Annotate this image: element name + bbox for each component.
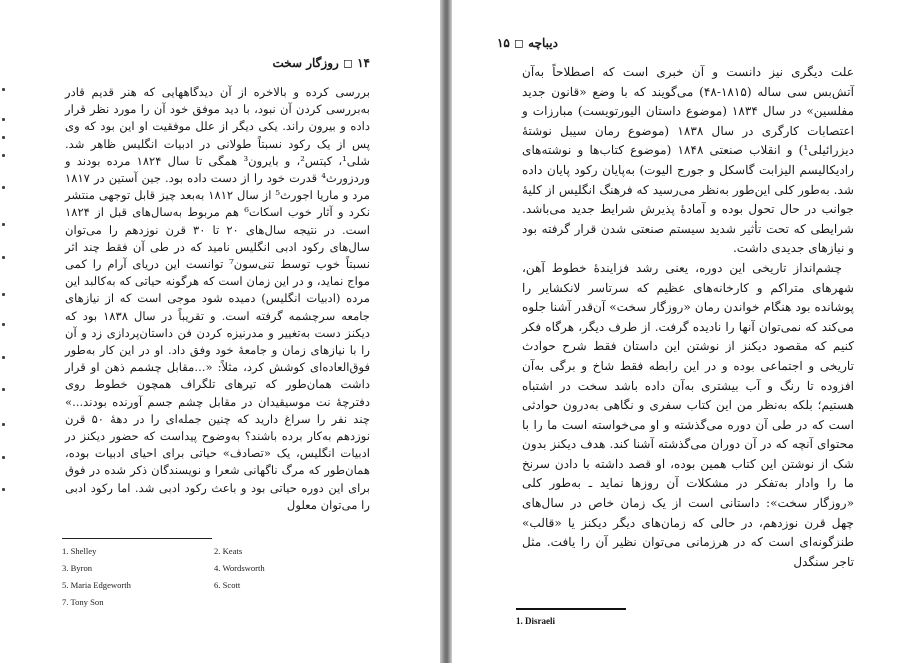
left-page-header: ۱۴ ◻ روزگار سخت — [272, 56, 370, 70]
footnote-item: 2. Keats — [214, 546, 243, 556]
page-edge-marks — [2, 88, 10, 528]
right-page — [452, 0, 898, 663]
book-gutter — [440, 0, 452, 663]
footnote-item: 4. Wordsworth — [214, 563, 265, 573]
right-paragraph-1: علت دیگری نیز دانست و آن خبری است که اصطلاحاً به‌آن آتش‌بس سی ساله (۱۸۱۵-۴۸) می‌گویند که با وضع «قانون جدید مفلسین» در سال ۱۸۳۴ (موضوع داستان الیورتویست) مبارزات و اعتصابات کارگری در سال ۱۸۳۸ (موضوع رمان سیبل نوشتهٔ دیزرائیلی¹) و انقلاب صنعتی ۱۸۴۸ (موضوع کتاب‌ها و نوشته‌های رادیکالیسم الیزابت گاسکل و جورج الیوت) به‌پایان رکود پایان داده شد. به‌طور کلی این‌طور به‌نظر می‌رسید که فرهنگ انگلیس از کلیهٔ جوانب در حال تحول بوده و آمادهٔ پذیرش شرایط جدید می‌باشد. شرایطی که تحت تأثیر شدید سیستم صنعتی شدن قرار گرفته بود و نیازهای جدیدی داشت. — [522, 65, 854, 256]
footnote-item: 6. Scott — [214, 580, 241, 590]
footnote-divider — [516, 608, 626, 610]
right-page-header: دیباچه ◻ ۱۵ — [496, 36, 558, 50]
left-page — [0, 0, 440, 663]
footnote-item: 1. Shelley — [62, 546, 97, 556]
right-paragraph-2: چشم‌انداز تاریخی این دوره، یعنی رشد فزایندهٔ خطوط آهن، شهرهای متراکم و کارخانه‌های عظیم که سرتاسر لانکشایر را پوشانده بود هنگام خواندن رمان «روزگار سخت» آن‌قدر آشنا جلوه می‌کند که نمی‌توان آنها را نادیده گرفت. از طرف دیگر، هرگاه فکر کنیم که مقصود دیکنز از نوشتن این داستان فقط شرح حوادث تاریخی و اجتماعی بوده و در این رابطه فقط شاخ و برگی به‌آن افزوده تا رنگ و آب بیشتری به‌آن داده باشد سخت در اشتباه هستیم؛ بلکه به‌نظر من این کتاب سفری و نگاهی به‌درون حوادثی است که در طی آن دوره می‌گذشته و او می‌خواسته است ما را با محتوای آنچه که در آن دوران می‌گذشته آشنا کند. هدف دیکنز بدون شک از نوشتن این کتاب همین بوده، او قصد داشته با دادن سرنخ ما را وادار به‌تفکر در مشکلات آن روزها نماید ـ به‌طور کلی «روزگار سخت»: داستانی است از یک زمان خاص در سال‌های چهل قرن نوزدهم، در حالی که زمان‌های دیگر دیکنز یا «قالب» طنزگونه‌ای است که در هرزمانی می‌توان نظیر آن را یافت. مثل تاجر سنگدل — [522, 260, 854, 569]
right-page-body — [522, 63, 854, 572]
left-page-body — [65, 84, 370, 514]
footnote-divider — [62, 538, 212, 539]
footnote-item: 3. Byron — [62, 563, 93, 573]
footnote-item: 7. Tony Son — [62, 597, 104, 607]
footnote-item: 1. Disraeli — [516, 616, 555, 626]
left-paragraph-1: بررسی کرده و بالاخره از آن دیدگاههایی که هنر قدیم قادر به‌بررسی کردن آن نبود، با دید موفق خود آن را مورد نظر قرار داده و بیرون راند. یکی دیگر از علل موفقیت او این بود که وی پس از یک رکود نسبتاً طولانی در ادبیات انگلیس ظاهر شد. شلی¹، کیتس²، و بایرون³ همگی تا سال ۱۸۲۴ مرده بودند و وردزورث⁴ قدرت خود را از دست داده بود. جین آستین در ۱۸۱۷ مرد و ماریا اجورث⁵ از سال ۱۸۱۲ به‌بعد چیز قابل توجهی منتشر نکرد و آثار خوب اسکات⁶ هم مربوط به‌سال‌های قبل از ۱۸۲۴ است. در نتیجه سال‌های ۲۰ تا ۳۰ قرن نوزدهم را می‌توان سال‌های رکود ادبی انگلیس نامید که در طی آن فقط چند اثر نسبتاً خوب توسط تنی‌سون⁷ توانست این دریای آرام را کمی مواج نماید، و در این زمان است که هرگونه حیاتی که به‌کالبد این مرده (ادبیات انگلیس) دمیده شود موجی است که از نیازهای جامعه سرچشمه گرفته است. و تقریباً در سال ۱۸۳۸ بود که دیکنز دست به‌تغییر و مدرنیزه کردن فن داستان‌پردازی زد و آن را با نیازهای زمان و جامعهٔ خود وفق داد. او در این کار به‌طور فوق‌العاده‌ای کوشش کرد، مثلاً: «...مقابل چشمم ذهن او قرار داشت همان‌طور که تیرهای تلگراف همچون خطوط روی دفترچهٔ نت موسیقیدان در مقابل چشم جسم آورنده بودند...» چند نفر را سراغ دارید که چنین جمله‌ای را در دههٔ ۵۰ قرن نوزدهم به‌کار برده باشند؟ به‌وضوح پیداست که حضور دیکنز در ادبیات انگلیس، یک «تصادف» حیاتی برای احیای ادبیات بوده، همان‌طور که مرگ ناگهانی شعرا و نویسندگان ذکر شده در فوق برای این دوره حیاتی بود و باعث رکود ادبی شد. اما رکود ادبی را می‌توان معلول — [65, 85, 371, 512]
footnote-item: 5. Maria Edgeworth — [62, 580, 131, 590]
